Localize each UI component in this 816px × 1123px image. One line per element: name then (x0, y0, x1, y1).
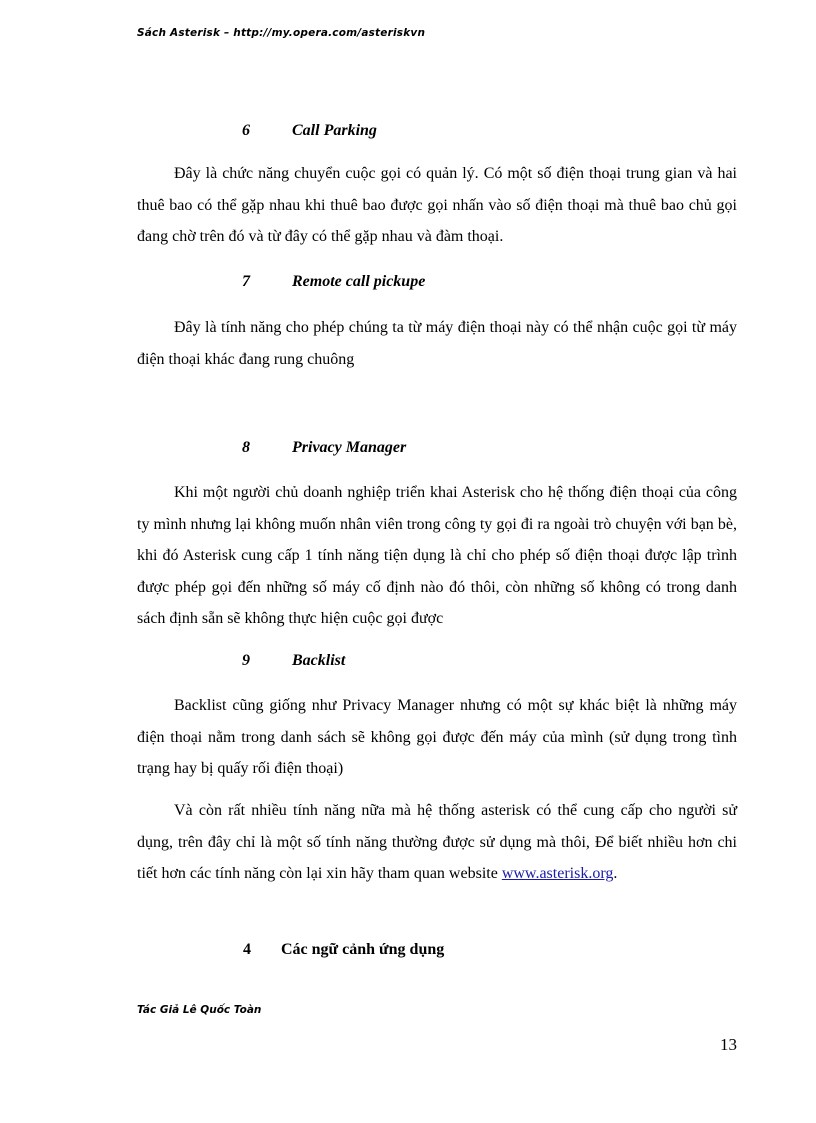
section-heading-9 (242, 652, 345, 670)
section-heading-7 (242, 273, 425, 291)
closing-text: Và còn rất nhiều tính năng nữa mà hệ thống asterisk có thể cung cấp cho người sử dụng, trên đây chỉ là một số tính năng thường được sử dụng mà thôi, Để biết nhiều hơn chi tiết hơn các tính năng còn lại xin hãy tham quan website (137, 802, 737, 882)
section-number: 6 (242, 122, 250, 139)
section-title: Call Parking (292, 122, 377, 139)
section-number: 4 (243, 941, 251, 958)
page-header: Sách Asterisk – http://my.opera.com/asteriskvn (137, 27, 426, 39)
section-number: 7 (242, 273, 250, 290)
section-number: 9 (242, 652, 250, 669)
section-title: Remote call pickupe (292, 273, 426, 290)
section-paragraph-7: Đây là tính năng cho phép chúng ta từ máy điện thoại này có thể nhận cuộc gọi từ máy điện thoại khác đang rung chuông (137, 319, 737, 368)
section-paragraph-8: Khi một người chủ doanh nghiệp triển khai Asterisk cho hệ thống điện thoại của công ty mình nhưng lại không muốn nhân viên trong công ty gọi đi ra ngoài trò chuyện với bạn bè, khi đó Asterisk cung cấp 1 tính năng tiện dụng là chỉ cho phép số điện thoại được lập trình được phép gọi đến những số máy cố định nào đó thôi, còn những số không có trong danh sách định sẵn sẽ không thực hiện cuộc gọi được (137, 484, 737, 627)
section-number: 8 (242, 439, 250, 456)
section-paragraph-6: Đây là chức năng chuyển cuộc gọi có quản lý. Có một số điện thoại trung gian và hai thuê bao có thể gặp nhau khi thuê bao được gọi nhấn vào số điện thoại mà thuê bao chủ gọi đang chờ trên đó và từ đây có thể gặp nhau và đàm thoại. (137, 165, 737, 245)
section-title: Privacy Manager (292, 439, 407, 456)
closing-end: . (613, 865, 618, 882)
website-link[interactable]: www.asterisk.org (501, 865, 614, 882)
page-footer-author: Tác Giả Lê Quốc Toàn (137, 1004, 262, 1016)
section-title: Các ngữ cảnh ứng dụng (281, 941, 445, 958)
section-heading-4 (243, 941, 444, 959)
section-paragraph-9: Backlist cũng giống như Privacy Manager nhưng có một sự khác biệt là những máy điện thoại nằm trong danh sách sẽ không gọi được đến máy của mình (sử dụng trong tình trạng hay bị quấy rối điện thoại) (137, 697, 737, 777)
section-heading-8 (242, 439, 406, 457)
section-title: Backlist (292, 652, 346, 669)
closing-paragraph (137, 795, 737, 890)
section-heading-6 (242, 122, 377, 140)
page-number: 13 (720, 1035, 737, 1054)
